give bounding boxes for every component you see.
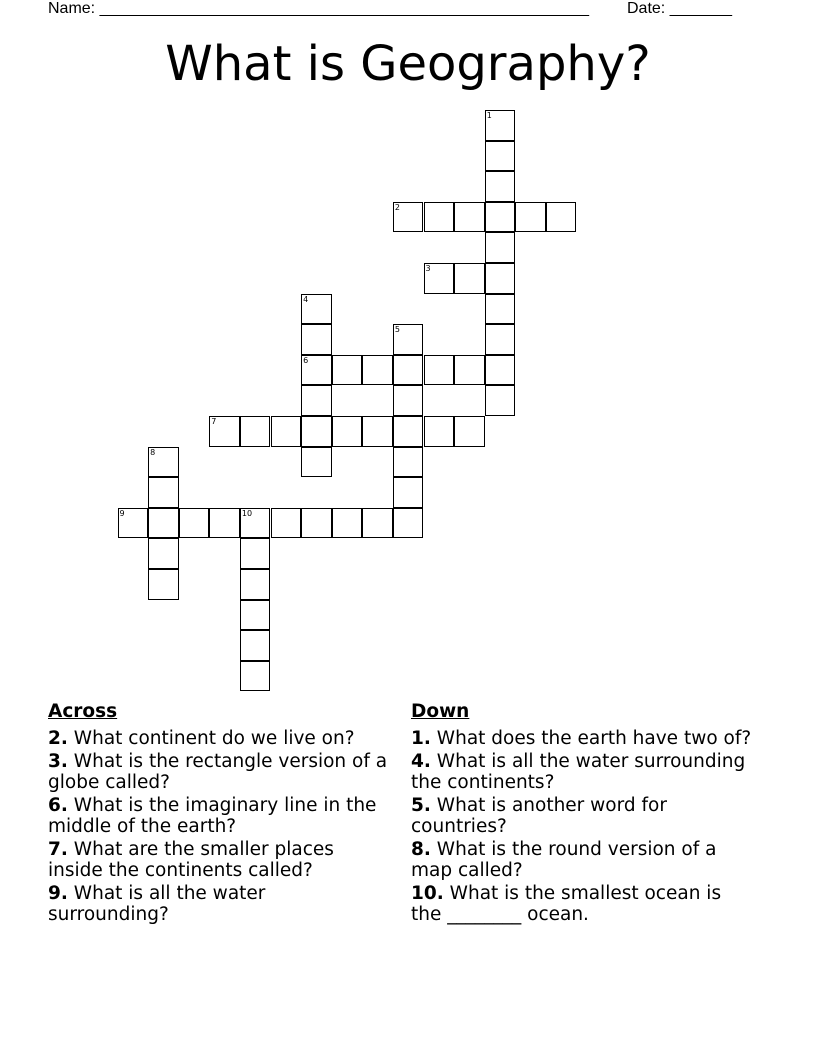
crossword-cell[interactable] (485, 141, 516, 172)
crossword-cell[interactable] (179, 508, 210, 539)
crossword-cell[interactable] (485, 324, 516, 355)
crossword-cell[interactable] (118, 508, 149, 539)
crossword-cell[interactable] (362, 355, 393, 386)
cell-number: 9 (119, 508, 125, 518)
clue-across-3 (48, 751, 388, 793)
clue-across-6 (48, 795, 388, 837)
crossword-cell[interactable] (271, 508, 302, 539)
crossword-cell[interactable] (485, 263, 516, 294)
crossword-cell[interactable] (301, 385, 332, 416)
crossword-cell[interactable] (332, 355, 363, 386)
crossword-cell[interactable] (485, 171, 516, 202)
clue-down-5 (411, 795, 756, 837)
crossword-cell[interactable] (240, 600, 271, 631)
clue-number: 4. (411, 751, 431, 772)
crossword-cell[interactable] (362, 508, 393, 539)
down-heading: Down (411, 701, 470, 722)
clue-text: What continent do we live on? (73, 728, 355, 749)
across-clues (48, 701, 388, 927)
crossword-cell[interactable] (515, 202, 546, 233)
crossword-cell[interactable] (301, 324, 332, 355)
clue-down-8 (411, 839, 756, 881)
clue-down-10 (411, 883, 756, 925)
crossword-cell[interactable] (424, 263, 455, 294)
clue-across-7 (48, 839, 388, 881)
cell-number: 6 (303, 355, 309, 365)
crossword-cell[interactable] (485, 385, 516, 416)
crossword-cell[interactable] (301, 294, 332, 325)
crossword-cell[interactable] (485, 232, 516, 263)
clue-number: 6. (48, 795, 68, 816)
name-field[interactable]: Name: _______________________________________________________ (48, 0, 589, 17)
crossword-cell[interactable] (485, 202, 516, 233)
crossword-cell[interactable] (332, 416, 363, 447)
crossword-cell[interactable] (148, 508, 179, 539)
crossword-cell[interactable] (148, 447, 179, 478)
crossword-cell[interactable] (301, 447, 332, 478)
clue-text: What is the rectangle version of a globe called? (48, 751, 388, 793)
clue-number: 10. (411, 883, 444, 904)
cell-number: 2 (394, 202, 400, 212)
clue-text: What is all the water surrounding the continents? (411, 751, 746, 793)
crossword-cell[interactable] (454, 355, 485, 386)
page-title: What is Geography? (165, 36, 651, 92)
clue-down-1 (411, 728, 756, 749)
crossword-cell[interactable] (393, 447, 424, 478)
crossword-cell[interactable] (393, 202, 424, 233)
crossword-cell[interactable] (240, 569, 271, 600)
crossword-cell[interactable] (240, 538, 271, 569)
date-field[interactable]: Date: _______ (627, 0, 732, 17)
crossword-cell[interactable] (240, 416, 271, 447)
cell-number: 1 (486, 111, 492, 120)
crossword-cell[interactable] (424, 202, 455, 233)
clue-number: 9. (48, 883, 68, 904)
clue-number: 5. (411, 795, 431, 816)
crossword-cell[interactable] (271, 416, 302, 447)
clue-number: 2. (48, 728, 68, 749)
clue-number: 1. (411, 728, 431, 749)
cell-number: 10 (241, 508, 253, 518)
crossword-cell[interactable] (301, 416, 332, 447)
crossword-cell[interactable] (209, 416, 240, 447)
clue-across-2 (48, 728, 388, 749)
crossword-cell[interactable] (240, 661, 271, 692)
cell-number: 5 (394, 325, 400, 335)
crossword-cell[interactable] (485, 355, 516, 386)
cell-number: 8 (150, 447, 156, 457)
crossword-cell[interactable] (485, 294, 516, 325)
crossword-cell[interactable] (424, 416, 455, 447)
cell-number: 3 (425, 264, 431, 273)
crossword-cell[interactable] (301, 355, 332, 386)
clue-down-4 (411, 751, 756, 793)
clue-text: What does the earth have two of? (436, 728, 752, 749)
crossword-cell[interactable] (393, 324, 424, 355)
cell-number: 7 (211, 417, 217, 426)
clue-number: 7. (48, 839, 68, 860)
cell-number: 4 (303, 294, 309, 304)
crossword-cell[interactable] (148, 538, 179, 569)
clue-text: What is the round version of a map called? (411, 839, 717, 881)
crossword-cell[interactable] (454, 416, 485, 447)
crossword-cell[interactable] (424, 355, 455, 386)
crossword-cell[interactable] (454, 263, 485, 294)
crossword-cell[interactable] (240, 508, 271, 539)
clue-text: What is the smallest ocean is the ________ ocean. (411, 883, 722, 925)
crossword-cell[interactable] (393, 508, 424, 539)
crossword-cell[interactable] (148, 477, 179, 508)
across-heading: Across (48, 701, 118, 722)
crossword-cell[interactable] (393, 477, 424, 508)
crossword-cell[interactable] (209, 508, 240, 539)
crossword-cell[interactable] (454, 202, 485, 233)
crossword-cell[interactable] (362, 416, 393, 447)
crossword-cell[interactable] (301, 508, 332, 539)
clue-number: 8. (411, 839, 431, 860)
down-clues (411, 701, 756, 927)
crossword-cell[interactable] (393, 385, 424, 416)
clue-text: What is all the water surrounding? (48, 883, 266, 925)
crossword-cell[interactable] (485, 110, 516, 141)
clue-text: What is another word for countries? (411, 795, 667, 837)
clue-text: What is the imaginary line in the middle of the earth? (48, 795, 377, 837)
clue-text: What are the smaller places inside the continents called? (48, 839, 334, 881)
crossword-cell[interactable] (393, 416, 424, 447)
crossword-cell[interactable] (546, 202, 577, 233)
clue-across-9 (48, 883, 388, 925)
clue-number: 3. (48, 751, 68, 772)
crossword-cell[interactable] (332, 508, 363, 539)
crossword-cell[interactable] (240, 630, 271, 661)
crossword-cell[interactable] (393, 355, 424, 386)
crossword-cell[interactable] (148, 569, 179, 600)
